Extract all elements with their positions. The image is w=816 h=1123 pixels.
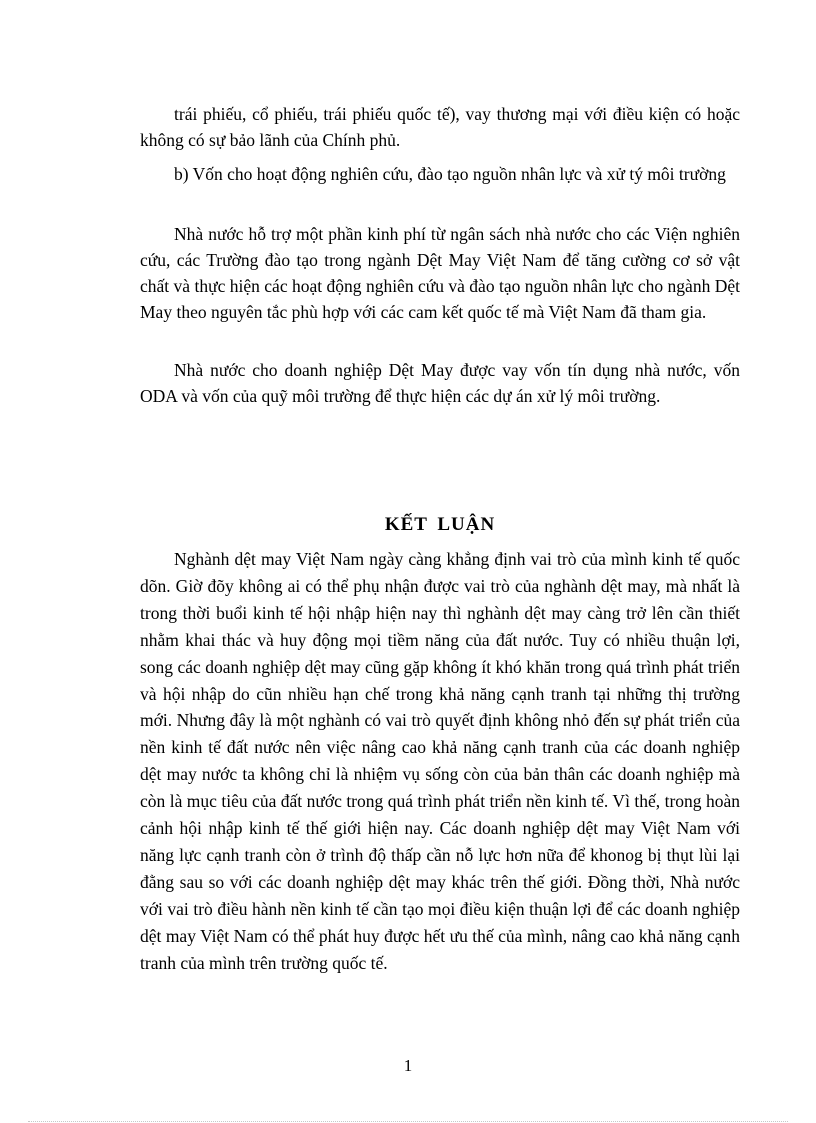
paragraph-research-funding-heading: b) Vốn cho hoạt động nghiên cứu, đào tạo nguồn nhân lực và xử tý môi trường xyxy=(174,164,726,184)
page-number: 1 xyxy=(403,1056,413,1075)
footer-divider xyxy=(28,1121,788,1122)
conclusion-paragraph: Nghành dệt may Việt Nam ngày càng khẳng định vai trò của mình kinh tế quốc dõn. Giờ đõy không ai có thể phụ nhận được vai trò của nghành dệt may, mà nhất là trong thời buổi kinh tế hội nhập hiện nay thì nghành dệt may càng trở lên cần thiết nhằm khai thác và huy động mọi tiềm năng của đất nước. Tuy có nhiều thuận lợi, song các doanh nghiệp dệt may cũng gặp không ít khó khăn trong quá trình phát triển và hội nhập do cũn nhiều hạn chế trong khả năng cạnh tranh tại những thị trường mới. Nhưng đây là một nghành có vai trò quyết định không nhỏ đến sự phát triển của nền kinh tế đất nước nên việc nâng cao khả năng cạnh tranh của các doanh nghiệp dệt may nước ta không chỉ là nhiệm vụ sống còn của bản thân các doanh nghiệp mà còn là mục tiêu của đất nước trong quá trình phát triển nền kinh tế. Vì thế, trong hoàn cảnh hội nhập kinh tế thế giới hiện nay. Các doanh nghiệp dệt may Việt Nam với năng lực cạnh tranh còn ở trình độ thấp cần nỗ lực hơn nữa để khonog bị thụt lùi lại đằng sau so với các doanh nghiệp dệt may khác trên thế giới. Đồng thời, Nhà nước với vai trò điều hành nền kinh tế cần tạo mọi điều kiện thuận lợi để các doanh nghiệp dệt may Việt Nam có thể phát huy được hết ưu thế của mình, nâng cao khả năng cạnh tranh của mình trên trường quốc tế. xyxy=(140,549,740,973)
paragraph-credit-loans: Nhà nước cho doanh nghiệp Dệt May được vay vốn tín dụng nhà nước, vốn ODA và vốn của quỹ môi trường để thực hiện các dự án xử lý môi trường. xyxy=(140,360,740,406)
conclusion-heading: KẾT LUẬN xyxy=(384,514,496,535)
paragraph-bonds-loans: trái phiếu, cổ phiếu, trái phiếu quốc tế), vay thương mại với điều kiện có hoặc không có sự bảo lãnh của Chính phủ. xyxy=(140,104,740,150)
paragraph-state-support: Nhà nước hỗ trợ một phần kinh phí từ ngân sách nhà nước cho các Viện nghiên cứu, các Trường đào tạo trong ngành Dệt May Việt Nam để tăng cường cơ sở vật chất và thực hiện các hoạt động nghiên cứu và đào tạo nguồn nhân lực cho ngành Dệt May theo nguyên tắc phù hợp với các cam kết quốc tế mà Việt Nam đã tham gia. xyxy=(140,224,740,322)
